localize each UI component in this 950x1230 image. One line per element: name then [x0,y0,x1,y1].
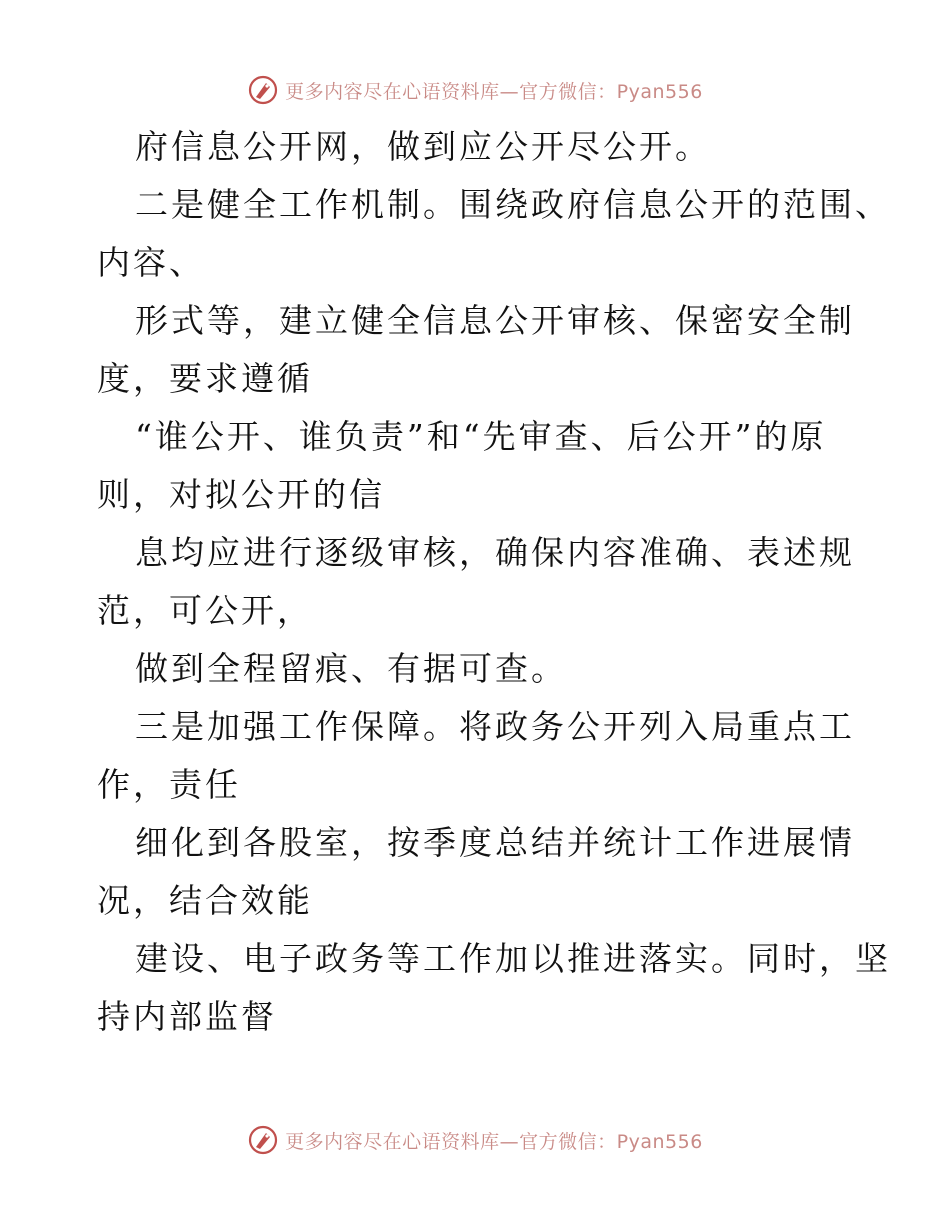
body-line: 作，责任 [97,765,241,804]
pen-nib-logo-icon [247,74,279,106]
body-line: 范，可公开， [97,591,313,630]
header-banner-text: 更多内容尽在心语资料库—官方微信：Pyan556 [285,80,703,103]
body-line: 度，要求遵循 [97,359,313,398]
body-line: 三是加强工作保障。将政务公开列入局重点工 [135,707,855,746]
pen-nib-logo-icon [247,1124,279,1156]
footer-banner [0,1120,950,1160]
footer-banner-text: 更多内容尽在心语资料库—官方微信：Pyan556 [285,1130,703,1153]
body-line: 建设、电子政务等工作加以推进落实。同时，坚 [135,939,891,978]
header-banner [0,70,950,110]
body-line: 则，对拟公开的信 [97,475,385,514]
body-line: 况，结合效能 [97,881,313,920]
body-line: 内容、 [97,243,205,282]
body-line: 持内部监督 [97,997,277,1036]
body-line: 府信息公开网，做到应公开尽公开。 [135,127,711,166]
body-line: 细化到各股室，按季度总结并统计工作进展情 [135,823,855,862]
document-body [97,118,891,1046]
body-line: 做到全程留痕、有据可查。 [135,649,567,688]
body-line: “谁公开、谁负责”和“先审查、后公开”的原 [135,417,827,456]
body-line: 形式等，建立健全信息公开审核、保密安全制 [135,301,855,340]
body-line: 二是健全工作机制。围绕政府信息公开的范围、 [135,185,891,224]
body-line: 息均应进行逐级审核，确保内容准确、表述规 [135,533,855,572]
